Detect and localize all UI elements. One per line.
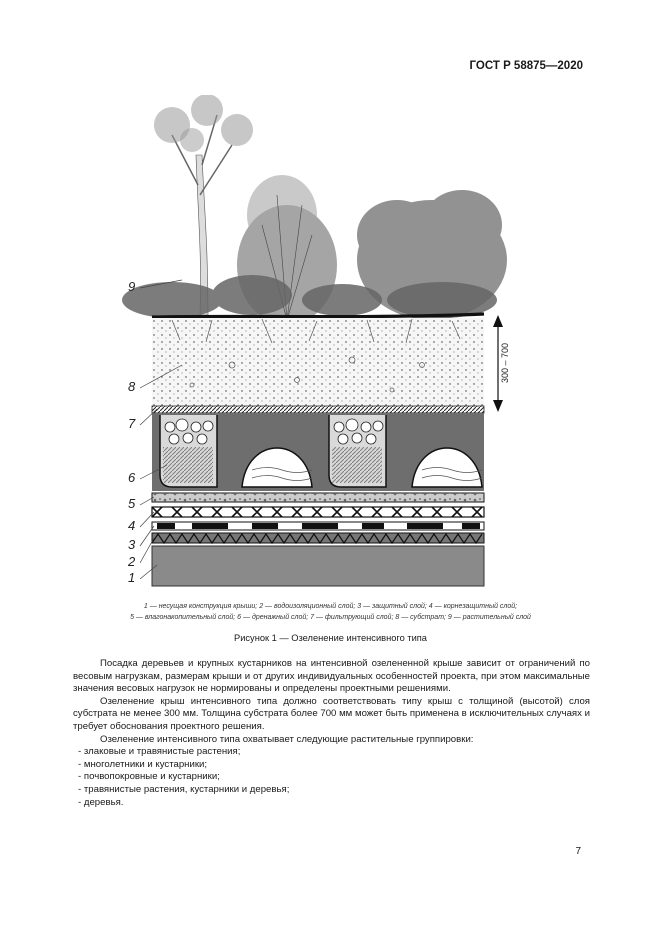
- legend-item-2: 2 — водоизоляционный слой;: [259, 603, 356, 610]
- list-item: - почвопокровные и кустарники;: [73, 771, 590, 784]
- label-2: 2: [128, 554, 136, 569]
- label-5: 5: [128, 496, 136, 511]
- legend-item-9: 9 — растительный слой: [447, 614, 531, 621]
- vegetation-layer: [122, 95, 507, 325]
- roof-layers-figure: [112, 95, 512, 595]
- figure-title: Рисунок 1 — Озеленение интенсивного типа: [234, 633, 427, 643]
- list-item: - травянистые растения, кустарники и деревья;: [73, 784, 590, 797]
- label-8: 8: [128, 379, 136, 394]
- legend-item-1: 1 — несущая конструкция крыши;: [143, 603, 258, 610]
- list-item: - многолетники и кустарники;: [73, 759, 590, 772]
- label-9: 9: [128, 279, 136, 294]
- legend-item-4: 4 — корнезащитный слой;: [428, 603, 518, 610]
- plant-groups-list: [73, 746, 590, 809]
- label-1: 1: [128, 570, 136, 585]
- figure-legend: [60, 601, 601, 623]
- roof-structure-layer: [152, 546, 484, 586]
- paragraph-3: Озеленение интенсивного типа охватывает следующие растительные группировки:: [100, 733, 474, 745]
- list-item: - деревья.: [73, 797, 590, 810]
- legend-item-5: 5 — влагонакопительный слой;: [130, 614, 236, 621]
- legend-item-8: 8 — субстрат;: [395, 614, 446, 621]
- paragraph-2: Озеленение крыш интенсивного типа должно соответствовать типу крыш с толщиной (высотой) слоя субстрата не менее 300 мм. Толщина субстрата более 700 мм может быть применена в исключительных случаях и требует обоснования проектного решения.: [73, 695, 590, 732]
- thickness-dimension: [493, 315, 510, 412]
- paragraph-1: Посадка деревьев и крупных кустарников на интенсивной озелененной крыше зависит от ограничений по весовым нагрузкам, размерам крыши и от других индивидуальных особенностей проекта, при этом максимальные значения весовых нагрузок не нормированы и определены проектными решениями.: [73, 658, 590, 695]
- label-6: 6: [128, 470, 136, 485]
- body-text: [73, 658, 590, 809]
- label-4: 4: [128, 518, 136, 533]
- protective-layer-pattern: [157, 523, 480, 529]
- roof-section-diagram: [112, 95, 512, 595]
- document-header: ГОСТ Р 58875—2020: [469, 60, 583, 72]
- label-7: 7: [128, 416, 136, 431]
- list-item: - злаковые и травянистые растения;: [73, 746, 590, 759]
- legend-item-3: 3 — защитный слой;: [357, 603, 427, 610]
- legend-item-6: 6 — дренажный слой;: [237, 614, 309, 621]
- substrate-dots: [152, 318, 484, 406]
- page-number: 7: [575, 846, 581, 857]
- thickness-label: 300 – 700: [500, 342, 510, 384]
- label-3: 3: [128, 537, 136, 552]
- filter-layer: [152, 406, 484, 413]
- water-storage-dots: [152, 493, 484, 502]
- legend-item-7: 7 — фильтрующий слой;: [310, 614, 394, 621]
